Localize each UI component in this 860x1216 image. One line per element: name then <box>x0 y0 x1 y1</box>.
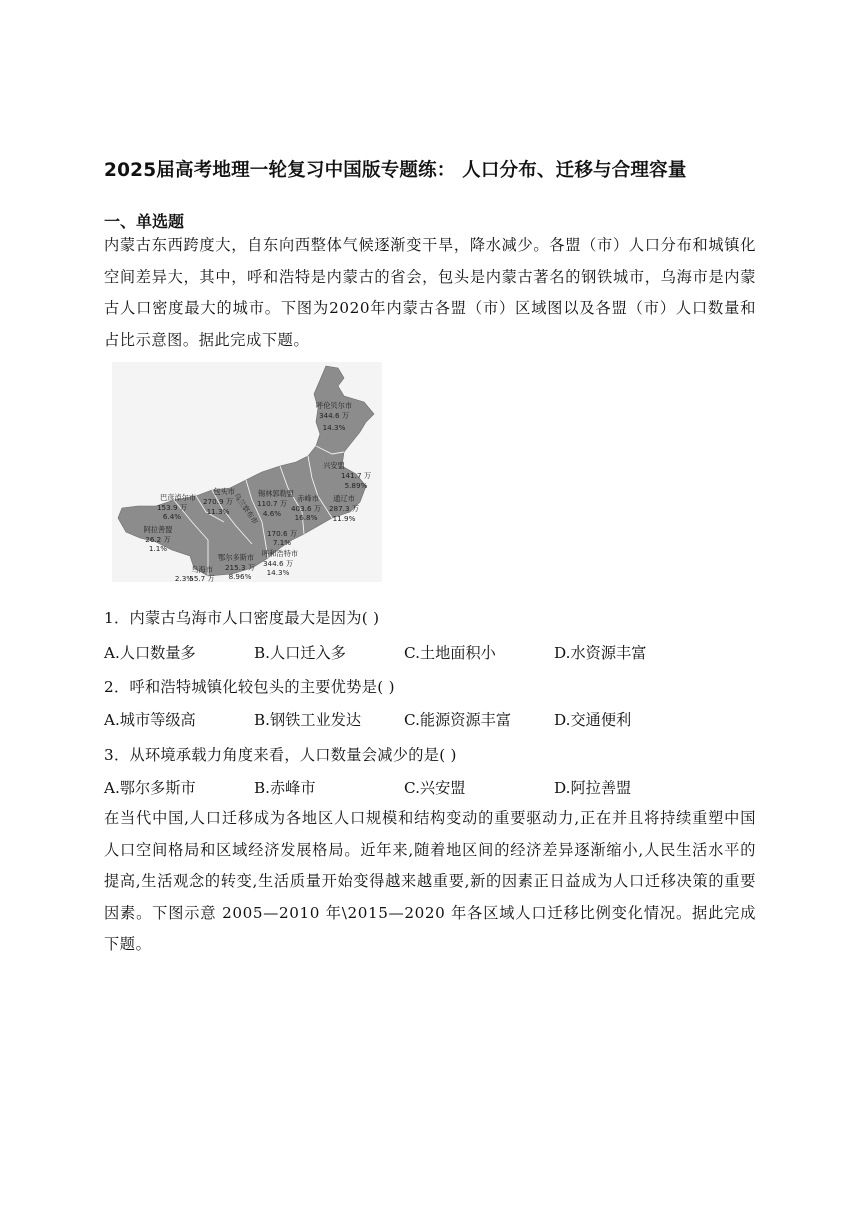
section-heading: 一、单选题 <box>104 212 185 231</box>
map-label: 287.3 万 <box>328 504 360 513</box>
map-label: 包头市 <box>213 487 235 496</box>
map-label: 170.6 万 <box>266 529 298 538</box>
map-label: 呼和浩特市 <box>262 549 298 558</box>
map-label: 4.6% <box>262 509 282 518</box>
option-d[interactable]: D.交通便利 <box>554 711 632 729</box>
map-label: 巴彦淖尔市 <box>160 493 196 502</box>
passage-paragraph: 在当代中国,人口迁移成为各地区人口规模和结构变动的重要驱动力,正在并且将持续重塑中国人口空间格局和区域经济发展格局。近年来,随着地区间的经济差异逐渐缩小,人民生活水平的提高,生活观念的转变,生活质量开始变得越来越重要,新的因素正日益成为人口迁移决策的重要因素。下图示意 2005—2010 年\2015—2020 年各区域人口迁移比例变化情况。据此完成下题。 <box>104 809 756 953</box>
map-label: 141.7 万 <box>340 471 372 480</box>
map-label: 55.7 万 <box>189 574 215 582</box>
question-stem: 3．从环境承载力角度来看，人口数量会减少的是( ) <box>104 746 457 764</box>
map-label: 1.1% <box>148 544 168 553</box>
option-a[interactable]: A.人口数量多 <box>104 644 196 662</box>
question-stem: 2．呼和浩特城镇化较包头的主要优势是( ) <box>104 678 395 696</box>
inner-mongolia-map-figure <box>112 362 382 582</box>
option-c[interactable]: C.土地面积小 <box>404 644 496 662</box>
map-label: 5.89% <box>344 481 368 490</box>
option-a[interactable]: A.鄂尔多斯市 <box>104 779 196 797</box>
map-label: 6.4% <box>162 512 182 521</box>
map-label: 呼伦贝尔市 <box>316 401 352 410</box>
page-title: 2025届高考地理一轮复习中国版专题练： 人口分布、迁移与合理容量 <box>104 160 687 181</box>
passage-paragraph: 内蒙古东西跨度大，自东向西整体气候逐渐变干旱，降水减少。各盟（市）人口分布和城镇化空间差异大，其中，呼和浩特是内蒙古的省会，包头是内蒙古著名的钢铁城市，乌海市是内蒙古人口密度最大的城市。下图为2020年内蒙古各盟（市）区域图以及各盟（市）人口数量和占比示意图。据此完成下题。 <box>104 236 756 349</box>
map-label: 403.6 万 <box>290 504 322 513</box>
map-label: 344.6 万 <box>262 559 294 568</box>
map-label: 乌海市 <box>191 565 213 574</box>
map-label: 乌兰察布市 <box>232 491 261 526</box>
map-label: 鄂尔多斯市 <box>218 553 254 562</box>
map-label: 7.1% <box>272 538 292 547</box>
map-label: 11.3% <box>206 507 230 516</box>
map-label: 26.2 万 <box>145 535 171 544</box>
map-label: 锡林郭勒盟 <box>258 489 294 498</box>
question-options <box>104 777 764 801</box>
map-label: 14.3% <box>322 423 346 432</box>
map-label: 通辽市 <box>333 494 355 503</box>
option-b[interactable]: B.赤峰市 <box>254 779 316 797</box>
map-label: 215.3 万 <box>224 563 256 572</box>
option-d[interactable]: D.水资源丰富 <box>554 644 647 662</box>
option-c[interactable]: C.兴安盟 <box>404 779 466 797</box>
option-a[interactable]: A.城市等级高 <box>104 711 196 729</box>
option-b[interactable]: B.人口迁入多 <box>254 644 346 662</box>
map-label: 110.7 万 <box>256 499 288 508</box>
option-d[interactable]: D.阿拉善盟 <box>554 779 632 797</box>
map-label: 344.6 万 <box>318 411 350 420</box>
question-options <box>104 709 764 733</box>
map-label: 赤峰市 <box>297 494 319 503</box>
map-label: 153.9 万 <box>156 503 188 512</box>
map-label: 11.9% <box>332 514 356 523</box>
map-label: 14.3% <box>266 568 290 577</box>
map-label: 270.9 万 <box>202 497 234 506</box>
map-label: 兴安盟 <box>323 461 345 470</box>
question-stem: 1．内蒙古乌海市人口密度最大是因为( ) <box>104 609 380 627</box>
map-label: 阿拉善盟 <box>143 525 173 534</box>
option-b[interactable]: B.钢铁工业发达 <box>254 711 362 729</box>
map-label: 8.96% <box>228 572 252 581</box>
option-c[interactable]: C.能源资源丰富 <box>404 711 512 729</box>
map-label: 16.8% <box>294 513 318 522</box>
question-options <box>104 642 764 666</box>
map-label: 2.3% <box>174 574 194 582</box>
